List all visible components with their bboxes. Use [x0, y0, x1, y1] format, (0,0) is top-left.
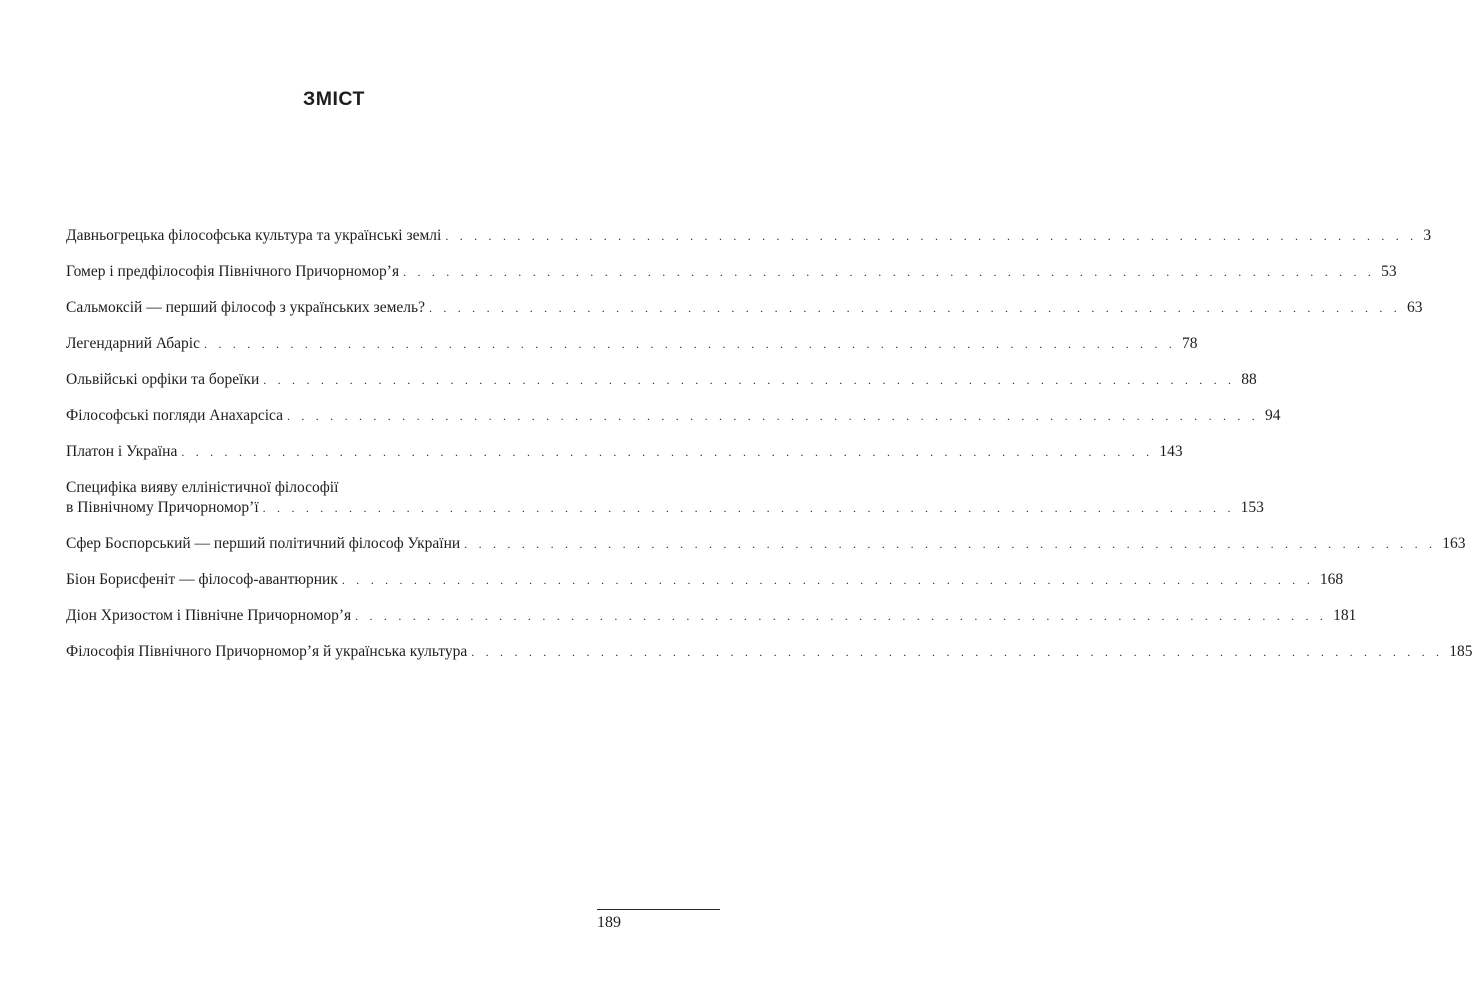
- toc-page-number: 153: [1240, 499, 1264, 516]
- table-of-contents: [66, 226, 1473, 678]
- toc-entry-title: Філософія Північного Причорномор’я й українська культура: [66, 643, 468, 660]
- toc-entry-title: Сфер Боспорський — перший політичний філософ України: [66, 535, 461, 552]
- toc-page-number: 3: [1423, 227, 1432, 244]
- toc-entry: [66, 406, 1281, 426]
- toc-entry: [66, 570, 1344, 590]
- toc-page-number: 94: [1264, 407, 1281, 424]
- dot-leader: . . . . . . . . . . . . . . . . . . . . . . . . . . . . . . . . . . . . . . . . . . . . . . . . . . . . . . . . . . . . . . . . . . . .: [263, 373, 1236, 387]
- toc-entry-title: Гомер і предфілософія Північного Причорномор’я: [66, 263, 400, 280]
- toc-entry-title: Давньогрецька філософська культура та українські землі: [66, 227, 442, 244]
- dot-leader: . . . . . . . . . . . . . . . . . . . . . . . . . . . . . . . . . . . . . . . . . . . . . . . . . . . . . . . . . . . . . . . . . . . .: [341, 573, 1314, 587]
- toc-entry: [66, 226, 1432, 246]
- toc-page-number: 143: [1159, 443, 1183, 460]
- toc-page-number: 185: [1449, 643, 1473, 660]
- toc-entry-title: Філософські погляди Анахарсіса: [66, 407, 283, 424]
- toc-entry-title: Легендарний Абаріс: [66, 335, 200, 352]
- toc-page-number: 63: [1406, 299, 1423, 316]
- toc-entry-title: Сальмоксій — перший філософ з українських земель?: [66, 299, 425, 316]
- dot-leader: . . . . . . . . . . . . . . . . . . . . . . . . . . . . . . . . . . . . . . . . . . . . . . . . . . . . . . . . . . . . . . . . . . . .: [471, 645, 1444, 659]
- dot-leader: . . . . . . . . . . . . . . . . . . . . . . . . . . . . . . . . . . . . . . . . . . . . . . . . . . . . . . . . . . . . . . . . . . . .: [464, 537, 1437, 551]
- dot-leader: . . . . . . . . . . . . . . . . . . . . . . . . . . . . . . . . . . . . . . . . . . . . . . . . . . . . . . . . . . . . . . . . . . . .: [262, 501, 1235, 515]
- toc-entry: [66, 370, 1257, 390]
- toc-entry-title: Біон Борисфеніт — філософ-авантюрник: [66, 571, 338, 588]
- dot-leader: . . . . . . . . . . . . . . . . . . . . . . . . . . . . . . . . . . . . . . . . . . . . . . . . . . . . . . . . . . . . . . . . . . . .: [428, 301, 1401, 315]
- toc-entry: [66, 606, 1357, 626]
- page-number: 189: [597, 914, 621, 931]
- toc-page-number: 78: [1182, 335, 1198, 352]
- page-title: ЗМІСТ: [303, 88, 365, 110]
- toc-entry-title-continued: в Північному Причорномор’ї: [66, 499, 259, 516]
- dot-leader: . . . . . . . . . . . . . . . . . . . . . . . . . . . . . . . . . . . . . . . . . . . . . . . . . . . . . . . . . . . . . . . . . . . .: [355, 609, 1328, 623]
- toc-entry: [66, 334, 1198, 354]
- toc-entry-title: Ольвійські орфіки та бореїки: [66, 371, 260, 388]
- toc-entry-title: Платон і Україна: [66, 443, 178, 460]
- toc-page-number: 88: [1241, 371, 1257, 388]
- dot-leader: . . . . . . . . . . . . . . . . . . . . . . . . . . . . . . . . . . . . . . . . . . . . . . . . . . . . . . . . . . . . . . . . . . . .: [403, 265, 1376, 279]
- toc-page-number: 163: [1442, 535, 1466, 552]
- dot-leader: . . . . . . . . . . . . . . . . . . . . . . . . . . . . . . . . . . . . . . . . . . . . . . . . . . . . . . . . . . . . . . . . . . . .: [204, 337, 1176, 351]
- toc-page-number: 181: [1333, 607, 1357, 624]
- toc-entry-title: Специфіка вияву елліністичної філософії: [66, 479, 339, 496]
- dot-leader: . . . . . . . . . . . . . . . . . . . . . . . . . . . . . . . . . . . . . . . . . . . . . . . . . . . . . . . . . . . . . . . . . . . .: [286, 409, 1259, 423]
- toc-entry: [66, 442, 1183, 462]
- toc-entry: [66, 534, 1466, 554]
- toc-page-number: 53: [1381, 263, 1397, 280]
- toc-entry: [66, 298, 1423, 318]
- dot-leader: . . . . . . . . . . . . . . . . . . . . . . . . . . . . . . . . . . . . . . . . . . . . . . . . . . . . . . . . . . . . . . . . . . . .: [445, 229, 1418, 243]
- toc-page-number: 168: [1319, 571, 1344, 588]
- toc-entry: [66, 478, 1264, 518]
- toc-entry: [66, 262, 1397, 282]
- dot-leader: . . . . . . . . . . . . . . . . . . . . . . . . . . . . . . . . . . . . . . . . . . . . . . . . . . . . . . . . . . . . . . . . . . . .: [181, 445, 1154, 459]
- toc-entry-title: Діон Хризостом і Північне Причорномор’я: [66, 607, 352, 624]
- footer-rule: [597, 909, 720, 910]
- toc-entry: [66, 642, 1473, 662]
